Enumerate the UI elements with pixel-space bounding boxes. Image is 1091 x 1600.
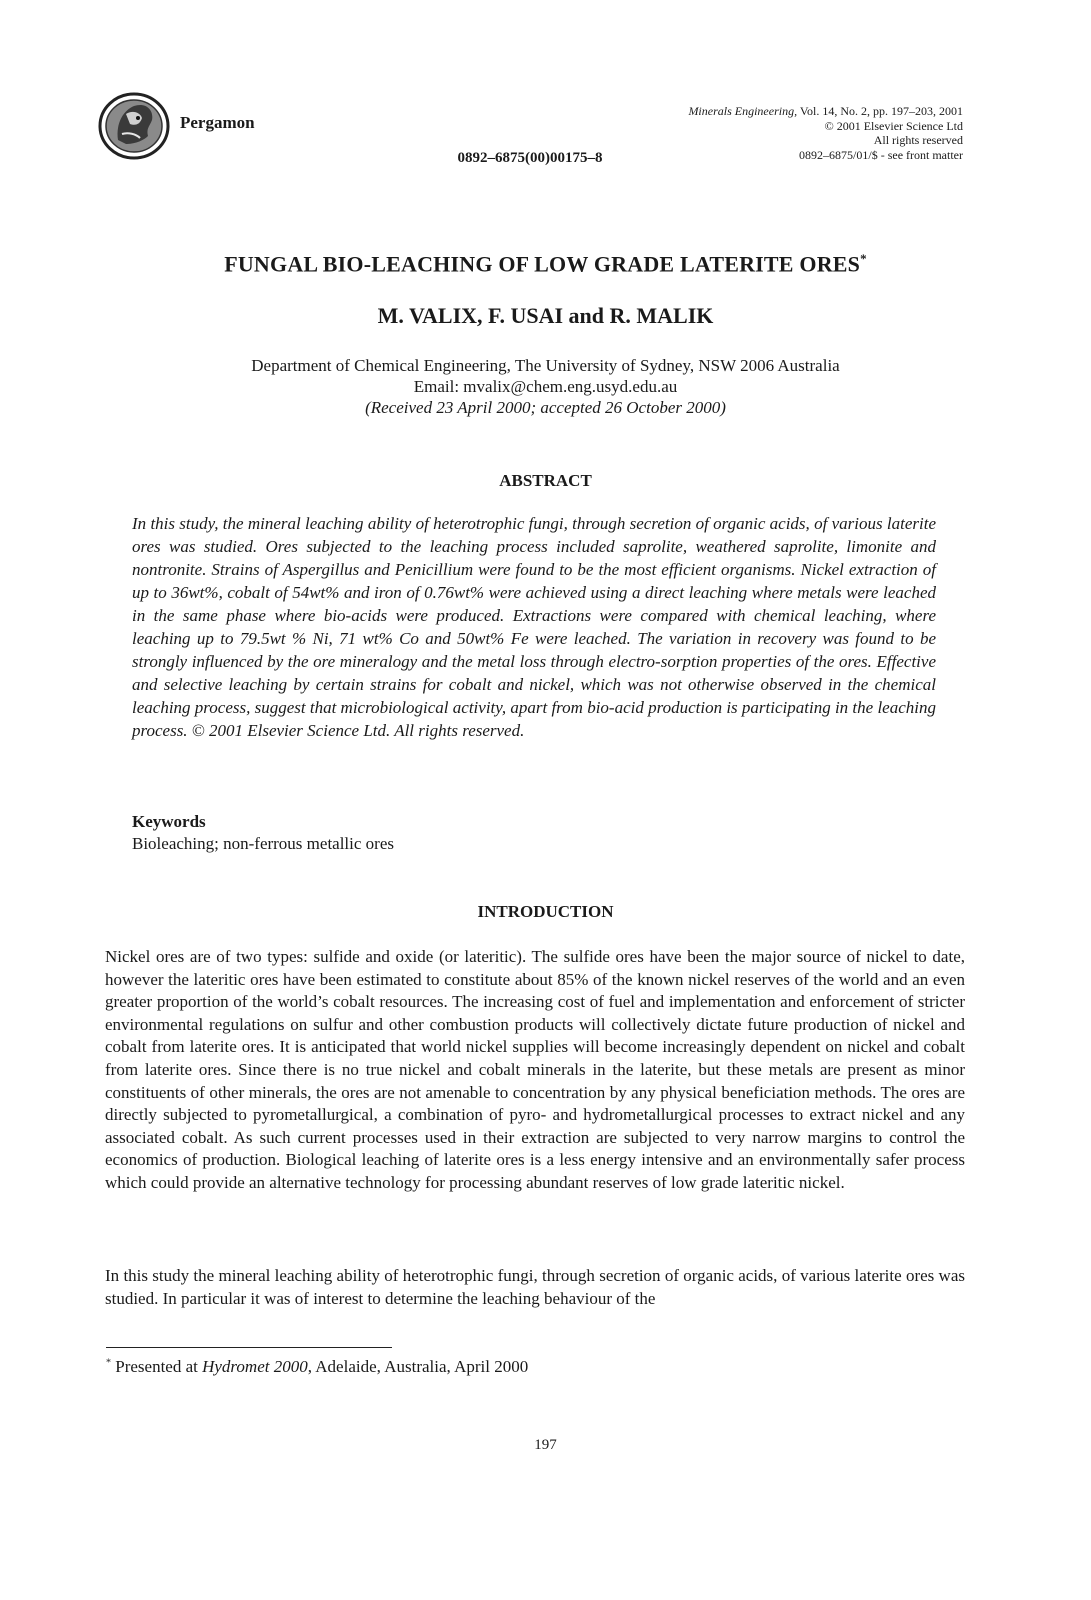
introduction-heading: INTRODUCTION [477,902,614,921]
footnote-marker: * [106,1357,111,1369]
publisher-logo [96,90,172,162]
doi-code: 0892–6875(00)00175–8 [457,150,603,166]
department: Department of Chemical Engineering, The University of Sydney, NSW 2006 Australia [251,356,840,375]
footnote-conference: Hydromet 2000 [202,1357,308,1376]
footnote-prefix: Presented at [111,1357,203,1376]
keywords-heading: Keywords [132,812,206,831]
journal-citation [543,104,963,119]
footnote [106,1357,528,1377]
title-text: FUNGAL BIO-LEACHING OF LOW GRADE LATERITE ORES [224,251,861,277]
copyright-line: © 2001 Elsevier Science Ltd [824,118,963,133]
issn-line: 0892–6875/01/$ - see front matter [799,147,963,162]
journal-info [543,104,963,162]
keywords-body: Bioleaching; non-ferrous metallic ores [132,834,394,853]
footnote-suffix: , Adelaide, Australia, April 2000 [307,1357,529,1376]
abstract-body: In this study, the mineral leaching ability of heterotrophic fungi, through secretion of organic acids, of various laterite ores was studied. Ores subjected to the leaching process included saprolite, weathered saprolite, limonite and nontronite. Strains of Aspergillus and Penicillium were found to be the most efficient organisms. Nickel extraction of up to 36wt%, cobalt of 54wt% and iron of 0.76wt% were achieved using a direct leaching where metals were leached in the same phase where bio-acids were produced. Extractions were compared with chemical leaching, where leaching up to 79.5wt % Ni, 71 wt% Co and 50wt% Fe were leached. The variation in recovery was found to be strongly influenced by the ore mineralogy and the metal loss through electro-sorption properties of the ores. Effective and selective leaching by certain strains for cobalt and nickel, which was not otherwise observed in the chemical leaching process, suggest that microbiological activity, apart from bio-acid production is participating in the leaching process. © 2001 Elsevier Science Ltd. All rights reserved. [132,514,936,740]
rights-line: All rights reserved [873,133,963,147]
abstract-heading: ABSTRACT [499,471,592,490]
affiliation-block [0,355,1091,418]
paper-title [0,251,1091,277]
title-footnote-marker: * [860,251,867,266]
authors: M. VALIX, F. USAI and R. MALIK [377,303,714,328]
email: Email: mvalix@chem.eng.usyd.edu.au [413,377,678,396]
received-dates: (Received 23 April 2000; accepted 26 October 2000) [365,398,726,417]
journal-volume: Vol. 14, No. 2, pp. 197–203, 2001 [797,104,963,118]
footnote-rule [106,1347,392,1348]
page-number: 197 [534,1437,557,1453]
publisher-name: Pergamon [180,113,255,132]
introduction-paragraph-2: In this study the mineral leaching ability of heterotrophic fungi, through secretion of organic acids, of various laterite ores was studied. In particular it was of interest to determine the leaching behaviour of the [105,1266,965,1308]
introduction-paragraph-1: Nickel ores are of two types: sulfide and oxide (or lateritic). The sulfide ores have been the major source of nickel to date, however the lateritic ores have been estimated to constitute about 85% of the known nickel reserves of the world and an even greater proportion of the world’s cobalt resources. The increasing cost of fuel and implementation and enforcement of stricter environmental regulations on sulfur and other combustion products will collectively dictate future production of nickel and cobalt from laterite ores. It is anticipated that world nickel supplies will become increasingly dependent on nickel and cobalt from laterite ores. Since there is no true nickel and cobalt minerals in the laterite, but these metals are present as minor constituents of other minerals, the ores are not amenable to concentration by any physical beneficiation methods. The ores are directly subjected to pyrometallurgical, a combination of pyro- and hydrometallurgical processes to extract nickel and any associated cobalt. As such current processes used in their extraction are subjected to very narrow margins to control the economics of production. Biological leaching of laterite ores is a less energy intensive and an environmentally safer process which could provide an alternative technology for processing abundant reserves of low grade lateritic nickel. [105,947,965,1192]
journal-name: Minerals Engineering, [688,104,798,118]
